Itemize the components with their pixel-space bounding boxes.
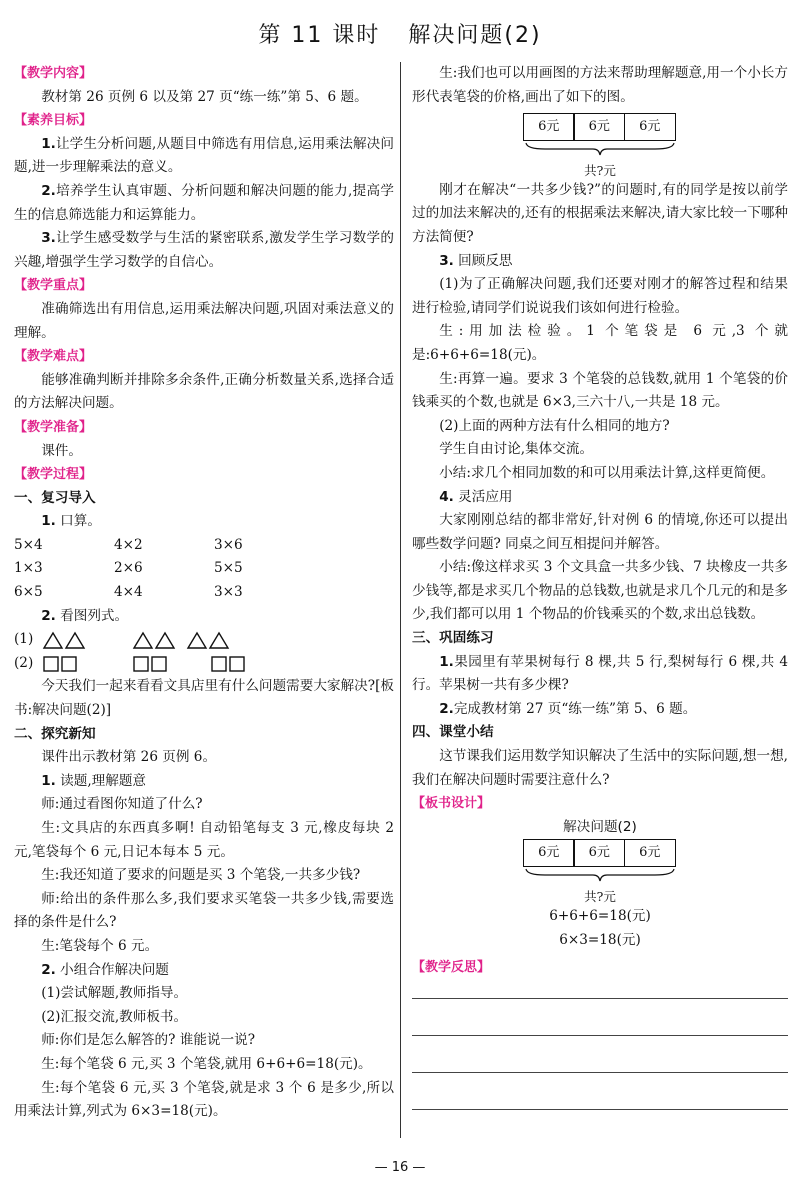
intro-text: 今天我们一起来看看文具店里有什么问题需要大家解决?[板书:解决问题(2)] bbox=[14, 678, 394, 719]
writing-line bbox=[412, 1072, 788, 1073]
tag-key-points: 【教学重点】 bbox=[14, 278, 93, 294]
student-line: 生:每个笔袋 6 元,买 3 个笔袋,就用 6+6+6=18(元)。 bbox=[41, 1055, 372, 1072]
square-icon bbox=[230, 657, 244, 671]
bar-cell: 6元 bbox=[573, 113, 625, 141]
triangle-icon bbox=[66, 633, 84, 648]
section-review: 一、复习导入 bbox=[14, 489, 96, 506]
apply-text: 大家刚刚总结的都非常好,针对例 6 的情境,你还可以提出哪些数学问题? 同桌之间互相提问并解答。 bbox=[412, 512, 788, 552]
square-icon bbox=[44, 657, 58, 671]
group-step: (2)汇报交流,教师板书。 bbox=[41, 1008, 188, 1025]
calc-item: 3×3 bbox=[214, 584, 243, 601]
section-explore: 二、探究新知 bbox=[14, 725, 96, 742]
writing-line bbox=[412, 998, 788, 999]
goal-3: 3.让学生感受数学与生活的紧密联系,激发学生学习数学的兴趣,增强学生学习数学的自信心。 bbox=[14, 230, 394, 270]
lesson-summary: 这节课我们运用数学知识解决了生活中的实际问题,想一想,我们在解决问题时需要注意什么? bbox=[412, 748, 788, 788]
step-reflect: 3. 回顾反思 bbox=[439, 252, 513, 269]
discuss-text: 学生自由讨论,集体交流。 bbox=[439, 441, 594, 458]
student-line: 生:我还知道了要求的问题是买 3 个笔袋,一共多少钱? bbox=[41, 867, 361, 884]
page-title bbox=[0, 18, 800, 49]
student-line: 生:每个笔袋 6 元,买 3 个笔袋,就是求 3 个 6 是多少,所以用乘法计算,列式为 6×3=18(元)。 bbox=[14, 1079, 394, 1120]
tag-difficulties: 【教学难点】 bbox=[14, 349, 93, 365]
bar-cell: 6元 bbox=[624, 839, 676, 867]
bar-cell: 6元 bbox=[523, 113, 575, 141]
lesson-topic: 解决问题(2) bbox=[408, 23, 542, 48]
goal-1: 1.让学生分析问题,从题目中筛选有用信息,运用乘法解决问题,进一步理解乘法的意义。 bbox=[14, 135, 394, 176]
bar-diagram bbox=[450, 113, 750, 179]
bar-total-label: 共?元 bbox=[584, 162, 616, 178]
student-line: 生:再算一遍。要求 3 个笔袋的总钱数,就用 1 个笔袋的价钱乘买的个数,也就是 6×3,三六十八,一共是 18 元。 bbox=[412, 370, 788, 411]
calc-item: 3×6 bbox=[214, 536, 243, 553]
square-icon bbox=[212, 657, 226, 671]
compare-text: 刚才在解决“一共多少钱?”的问题时,有的同学是按以前学过的加法来解决的,还有的根据乘法来解决,请大家比较一下哪种方法简便? bbox=[412, 181, 788, 245]
summary-1: 小结:求几个相同加数的和可以用乘法计算,这样更简便。 bbox=[439, 464, 775, 481]
goal-2: 2.培养学生认真审题、分析问题和解决问题的能力,提高学生的信息筛选能力和运算能力。 bbox=[14, 182, 394, 223]
right-column bbox=[412, 62, 788, 1110]
oral-calc-grid bbox=[14, 534, 394, 605]
square-icon bbox=[152, 657, 166, 671]
triangle-groups bbox=[42, 631, 262, 649]
bar-total-label: 共?元 bbox=[584, 889, 616, 904]
group-step: (1)尝试解题,教师指导。 bbox=[41, 985, 188, 1002]
teacher-line: 师:给出的条件那么多,我们要求买笔袋一共多少钱,需要选择的条件是什么? bbox=[14, 890, 394, 931]
step-oral-calc: 1. 口算。 bbox=[41, 513, 101, 530]
tag-reflection: 【教学反思】 bbox=[412, 960, 491, 976]
brace-icon bbox=[525, 868, 675, 882]
equation-add: 6+6+6=18(元) bbox=[549, 908, 651, 924]
key-text: 准确筛选出有用信息,运用乘法解决问题,巩固对乘法意义的理解。 bbox=[14, 300, 394, 341]
calc-item: 1×3 bbox=[14, 560, 43, 577]
question-2: (2)上面的两种方法有什么相同的地方? bbox=[439, 417, 670, 434]
practice-1: 1.果园里有苹果树每行 8 棵,共 5 行,梨树每行 6 棵,共 4 行。苹果树一共有多少棵? bbox=[412, 653, 788, 694]
diff-text: 能够准确判断并排除多余条件,正确分析数量关系,选择合适的方法解决问题。 bbox=[14, 371, 394, 412]
column-divider bbox=[400, 62, 401, 1138]
bar-cell: 6元 bbox=[624, 113, 676, 141]
prep-text: 课件。 bbox=[41, 442, 82, 459]
section-practice: 三、巩固练习 bbox=[412, 630, 494, 647]
bar-cell: 6元 bbox=[573, 839, 625, 867]
left-column bbox=[14, 62, 394, 1124]
teacher-line: 师:通过看图你知道了什么? bbox=[41, 796, 203, 813]
lesson-number: 第 11 课时 bbox=[258, 23, 381, 48]
content-text: 教材第 26 页例 6 以及第 27 页“练一练”第 5、6 题。 bbox=[41, 88, 368, 105]
calc-item: 5×5 bbox=[214, 560, 243, 577]
calc-item: 5×4 bbox=[14, 536, 43, 553]
summary-2: 小结:像这样求买 3 个文具盒一共多少钱、7 块橡皮一共多少钱等,都是求买几个物品的总钱数,也就是求几个几元的和是多少,我们都可以用 1 个物品的价钱乘买的个数,求出总钱数。 bbox=[412, 559, 788, 623]
board-title: 解决问题(2) bbox=[563, 818, 637, 835]
writing-line bbox=[412, 1109, 788, 1110]
tag-process: 【教学过程】 bbox=[14, 467, 93, 483]
square-row: (2) bbox=[14, 652, 394, 676]
question-1: (1)为了正确解决问题,我们还要对刚才的解答过程和结果进行检验,请同学们说说我们该如何进行检验。 bbox=[412, 276, 788, 316]
triangle-icon bbox=[44, 633, 62, 648]
student-line: 生:文具店的东西真多啊! 自动铅笔每支 3 元,橡皮每块 2 元,笔袋每个 6 元,日记本每本 5 元。 bbox=[14, 820, 394, 860]
tag-teaching-content: 【教学内容】 bbox=[14, 66, 93, 81]
step-apply: 4. 灵活应用 bbox=[439, 488, 513, 505]
tag-preparation: 【教学准备】 bbox=[14, 419, 93, 435]
student-line: 生:我们也可以用画图的方法来帮助理解题意,用一个小长方形代表笔袋的价格,画出了如下的图。 bbox=[412, 65, 788, 105]
student-line: 生:用加法检验。1 个笔袋是 6 元,3 个就是:6+6+6=18(元)。 bbox=[412, 323, 788, 363]
square-icon bbox=[134, 657, 148, 671]
bar-cell: 6元 bbox=[523, 839, 575, 867]
brace-icon bbox=[525, 142, 675, 156]
triangle-icon bbox=[210, 633, 228, 648]
calc-item: 6×5 bbox=[14, 584, 43, 601]
section-summary: 四、课堂小结 bbox=[412, 724, 494, 741]
tag-board-design: 【板书设计】 bbox=[412, 796, 491, 812]
page-number: — 16 — bbox=[374, 1160, 426, 1175]
square-groups bbox=[42, 655, 282, 673]
writing-line bbox=[412, 1035, 788, 1036]
step-picture-equation: 2. 看图列式。 bbox=[41, 607, 129, 624]
practice-2: 2.完成教材第 27 页“练一练”第 5、6 题。 bbox=[439, 700, 697, 717]
student-line: 生:笔袋每个 6 元。 bbox=[41, 937, 159, 954]
calc-item: 4×2 bbox=[114, 536, 143, 553]
calc-item: 4×4 bbox=[114, 584, 143, 601]
triangle-icon bbox=[134, 633, 152, 648]
triangle-row: (1) bbox=[14, 628, 394, 652]
equation-mult: 6×3=18(元) bbox=[559, 931, 641, 948]
square-icon bbox=[62, 657, 76, 671]
calc-item: 2×6 bbox=[114, 560, 143, 577]
step-read: 1. 读题,理解题意 bbox=[41, 772, 147, 789]
step-group-work: 2. 小组合作解决问题 bbox=[41, 961, 169, 978]
teacher-line: 师:你们是怎么解答的? 谁能说一说? bbox=[41, 1032, 255, 1049]
board-bar-diagram bbox=[450, 839, 750, 905]
triangle-icon bbox=[188, 633, 206, 648]
show-text: 课件出示教材第 26 页例 6。 bbox=[41, 749, 217, 766]
triangle-icon bbox=[156, 633, 174, 648]
tag-goals: 【素养目标】 bbox=[14, 113, 93, 129]
